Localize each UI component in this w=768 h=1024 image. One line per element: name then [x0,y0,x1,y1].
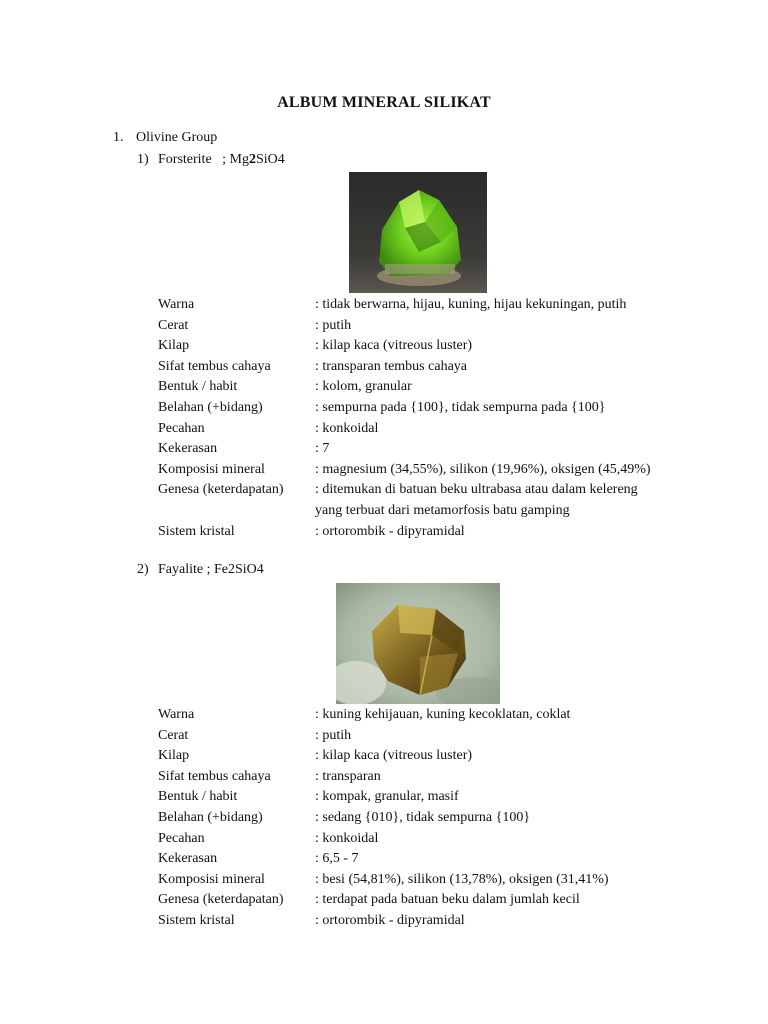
property-label: Kilap [158,338,190,354]
property-row [158,849,718,870]
property-label: Pecahan [158,830,205,846]
property-value: : besi (54,81%), silikon (13,78%), oksigen (31,41%) [315,871,609,887]
property-label: Sistem kristal [158,523,235,539]
property-label: Cerat [158,727,189,743]
mineral-separator: ; [211,152,230,167]
property-row [158,316,718,337]
property-value: : transparan tembus cahaya [315,358,467,374]
property-label: Belahan (+bidang) [158,399,263,415]
property-list-fayalite [158,705,718,932]
property-label: Cerat [158,317,189,333]
property-row [158,398,718,419]
property-value: : kolom, granular [315,379,412,395]
property-label: Pecahan [158,420,205,436]
property-value: : transparan [315,768,381,784]
property-row [158,870,718,891]
group-number: 1. [113,130,124,145]
property-value: : terdapat pada batuan beku dalam jumlah kecil [315,892,580,908]
brown-fayalite-crystal-photo [336,583,500,704]
property-label: Warna [158,707,195,722]
property-label: Warna [158,297,195,312]
property-row [158,439,718,460]
property-label: Kilap [158,748,190,764]
formula-subscript: 2 [249,152,256,167]
property-row [158,336,718,357]
property-value: : sempurna pada {100}, tidak sempurna pada {100} [315,399,606,415]
mineral-name: Fayalite [158,562,204,577]
property-list-forsterite [158,295,718,542]
property-value: : kuning kehijauan, kuning kecoklatan, coklat [315,707,571,722]
property-row [158,377,718,398]
property-label: Kekerasan [158,441,218,457]
mineral-heading-fayalite [137,562,264,578]
property-label: Genesa (keterdapatan) [158,892,284,908]
property-label: Komposisi mineral [158,461,265,477]
property-row [158,890,718,911]
property-row [158,295,718,316]
property-value: : putih [315,317,352,333]
property-label: Kekerasan [158,851,218,867]
property-label: Sistem kristal [158,912,235,928]
property-label: Bentuk / habit [158,379,238,395]
formula-part: SiO4 [256,152,285,167]
property-row [158,419,718,440]
page-title: ALBUM MINERAL SILIKAT [277,94,491,111]
property-row [158,808,718,829]
mineral-number: 2) [137,562,149,577]
property-row [158,460,718,481]
mineral-number: 1) [137,152,149,167]
property-label: Komposisi mineral [158,871,265,887]
property-value: yang terbuat dari metamorfosis batu gamping [315,502,570,518]
property-row [158,911,718,932]
property-row [158,829,718,850]
property-label: Sifat tembus cahaya [158,768,271,784]
property-value: : sedang {010}, tidak sempurna {100} [315,809,531,825]
group-heading [113,130,217,146]
property-value: : tidak berwarna, hijau, kuning, hijau kekuningan, putih [315,297,627,312]
property-value: : 6,5 - 7 [315,851,359,867]
property-row [158,726,718,747]
property-label: Sifat tembus cahaya [158,358,271,374]
property-value: : ortorombik - dipyramidal [315,912,465,928]
property-label: Genesa (keterdapatan) [158,482,284,498]
mineral-separator: ; [203,562,214,577]
group-name: Olivine Group [136,130,218,145]
mineral-heading-forsterite [137,152,285,168]
property-value: : ortorombik - dipyramidal [315,523,465,539]
property-row [158,746,718,767]
property-value: : ditemukan di batuan beku ultrabasa atau dalam kelereng [315,482,638,498]
formula-part: Mg [229,152,249,167]
property-row [158,767,718,788]
property-row [158,705,718,726]
property-row [158,480,718,501]
green-olivine-crystal-photo [349,172,487,293]
property-value: : 7 [315,441,330,457]
mineral-name: Forsterite [158,152,212,167]
formula-part: Fe2SiO4 [214,562,264,577]
property-label: Belahan (+bidang) [158,809,263,825]
property-row [158,522,718,543]
mineral-formula [230,152,285,167]
property-value: : kompak, granular, masif [315,789,459,805]
property-row [158,787,718,808]
property-label [158,501,315,522]
mineral-formula [214,562,264,577]
property-value: : konkoidal [315,420,379,436]
property-row [158,357,718,378]
property-label: Bentuk / habit [158,789,238,805]
property-value: : putih [315,727,352,743]
property-value: : kilap kaca (vitreous luster) [315,748,473,764]
property-value: : kilap kaca (vitreous luster) [315,338,473,354]
property-value: : konkoidal [315,830,379,846]
property-row-continuation [158,501,718,522]
property-value: : magnesium (34,55%), silikon (19,96%), oksigen (45,49%) [315,461,651,477]
